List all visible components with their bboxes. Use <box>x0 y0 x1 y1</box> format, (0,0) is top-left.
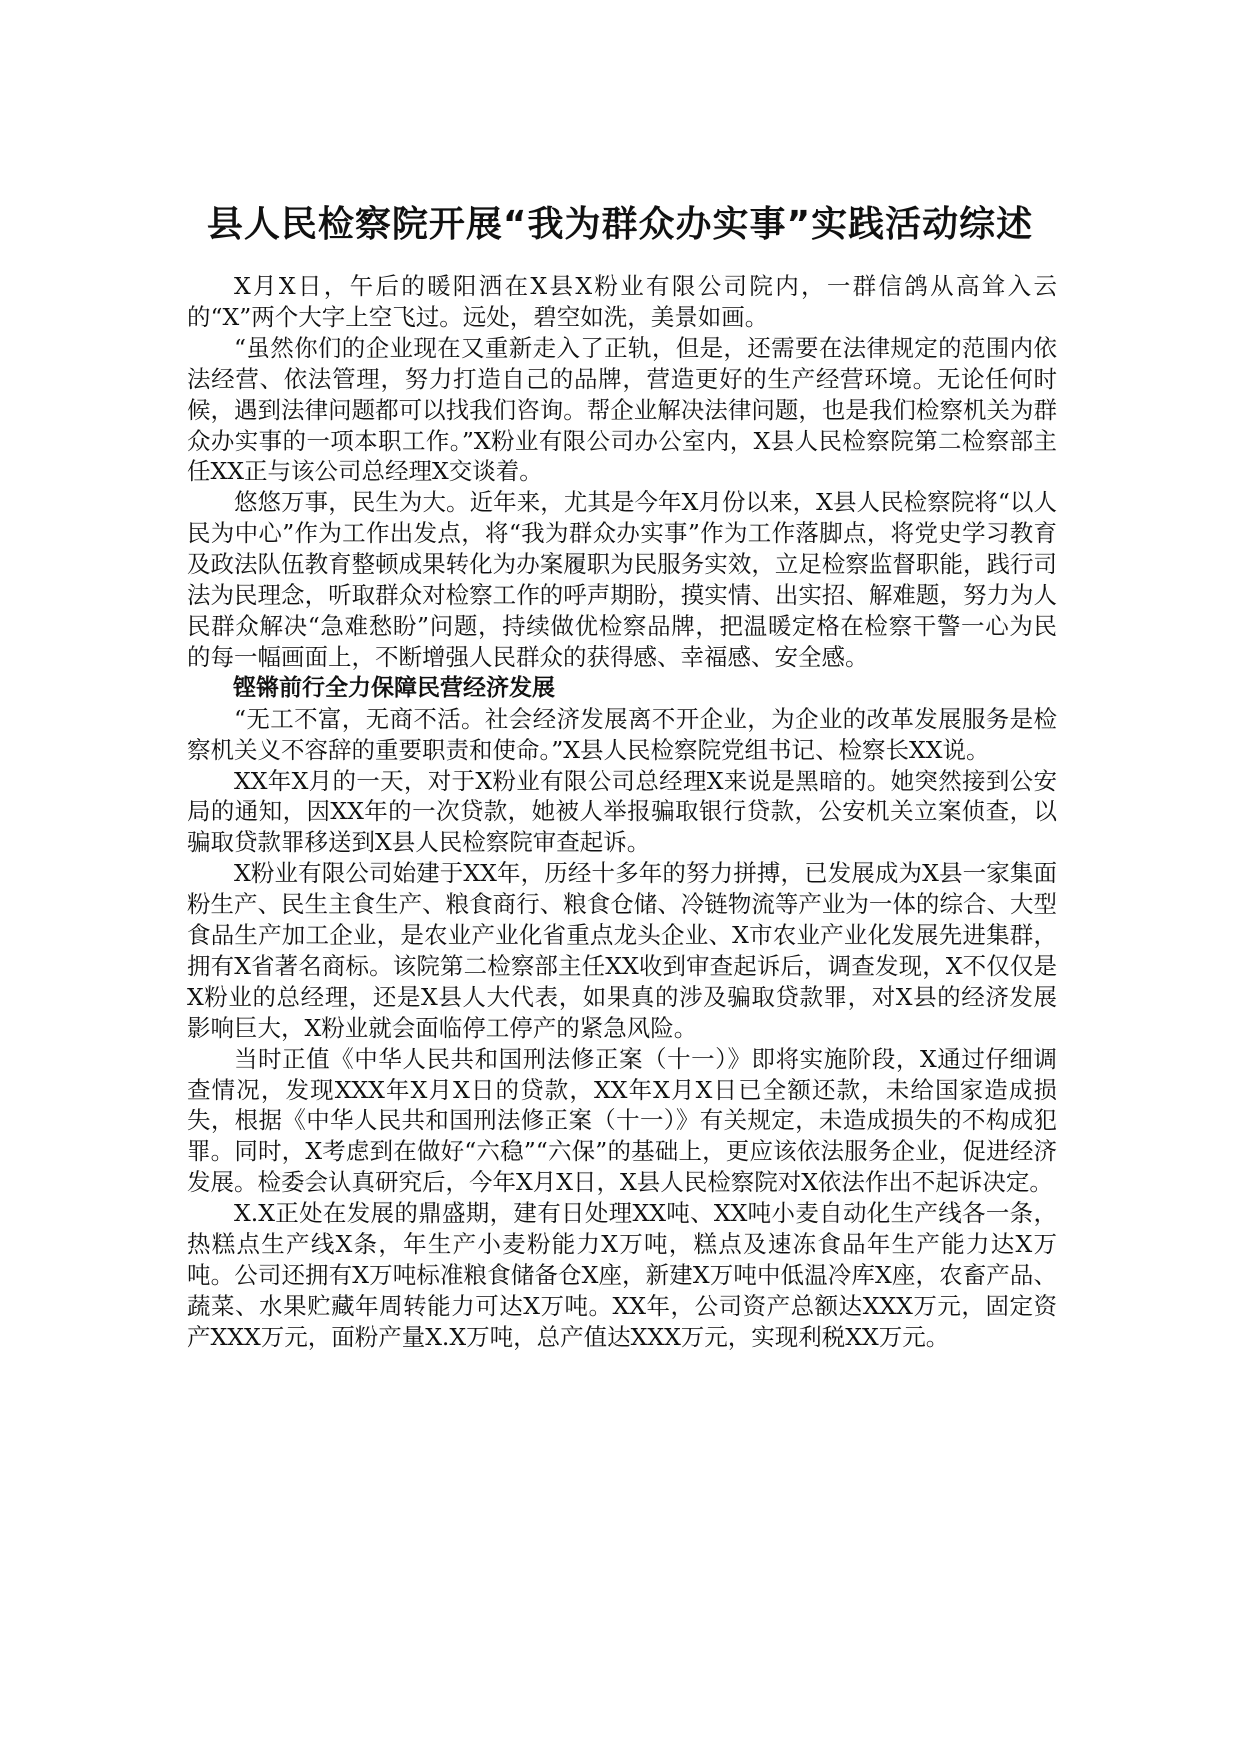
paragraph: “虽然你们的企业现在又重新走入了正轨，但是，还需要在法律规定的范围内依法经营、依法管理，努力打造自己的品牌，营造更好的生产经营环境。无论任何时候，遇到法律问题都可以找我们咨询。帮企业解决法律问题，也是我们检察机关为群众办实事的一项本职工作。”X粉业有限公司办公室内，X县人民检察院第二检察部主任XX正与该公司总经理X交谈着。 <box>187 333 1057 486</box>
paragraph: 悠悠万事，民生为大。近年来，尤其是今年X月份以来，X县人民检察院将“以人民为中心”作为工作出发点，将“我为群众办实事”作为工作落脚点，将党史学习教育及政法队伍教育整顿成果转化为办案履职为民服务实效，立足检察监督职能，践行司法为民理念，听取群众对检察工作的呼声期盼，摸实情、出实招、解难题，努力为人民群众解决“急难愁盼”问题，持续做优检察品牌，把温暖定格在检察干警一心为民的每一幅画面上，不断增强人民群众的获得感、幸福感、安全感。 <box>187 488 1057 671</box>
paragraph: X月X日，午后的暖阳洒在X县X粉业有限公司院内，一群信鸽从高耸入云的“X”两个大字上空飞过。远处，碧空如洗，美景如画。 <box>187 272 1057 331</box>
paragraph: 当时正值《中华人民共和国刑法修正案（十一）》即将实施阶段，X通过仔细调查情况，发现XXX年X月X日的贷款，XX年X月X日已全额还款，未给国家造成损失，根据《中华人民共和国刑法修正案（十一）》有关规定，未造成损失的不构成犯罪。同时，X考虑到在做好“六稳”“六保”的基础上，更应该依法服务企业，促进经济发展。检委会认真研究后，今年X月X日，X县人民检察院对X依法作出不起诉决定。 <box>187 1044 1057 1197</box>
document-title: 县人民检察院开展“我为群众办实事”实践活动综述 <box>206 204 1034 245</box>
paragraph: X粉业有限公司始建于XX年，历经十多年的努力拼搏，已发展成为X县一家集面粉生产、民生主食生产、粮食商行、粮食仓储、冷链物流等产业为一体的综合、大型食品生产加工企业，是农业产业化省重点龙头企业、X市农业产业化发展先进集群，拥有X省著名商标。该院第二检察部主任XX收到审查起诉后，调查发现，X不仅仅是X粉业的总经理，还是X县人大代表，如果真的涉及骗取贷款罪，对X县的经济发展影响巨大，X粉业就会面临停工停产的紧急风险。 <box>187 859 1057 1042</box>
paragraph: XX年X月的一天，对于X粉业有限公司总经理X来说是黑暗的。她突然接到公安局的通知，因XX年的一次贷款，她被人举报骗取银行贷款，公安机关立案侦查，以骗取贷款罪移送到X县人民检察院审查起诉。 <box>187 766 1057 857</box>
section-heading: 铿锵前行全力保障民营经济发展 <box>233 674 555 701</box>
paragraph: X.X正处在发展的鼎盛期，建有日处理XX吨、XX吨小麦自动化生产线各一条，热糕点生产线X条，年生产小麦粉能力X万吨，糕点及速冻食品年生产能力达X万吨。公司还拥有X万吨标准粮食储备仓X座，新建X万吨中低温冷库X座，农畜产品、蔬菜、水果贮藏年周转能力可达X万吨。XX年，公司资产总额达XXX万元，固定资产XXX万元，面粉产量X.X万吨，总产值达XXX万元，实现利税XX万元。 <box>187 1199 1057 1351</box>
document-body <box>187 271 1057 1353</box>
paragraph: “无工不富，无商不活。社会经济发展离不开企业，为企业的改革发展服务是检察机关义不容辞的重要职责和使命。”X县人民检察院党组书记、检察长XX说。 <box>187 704 1057 764</box>
